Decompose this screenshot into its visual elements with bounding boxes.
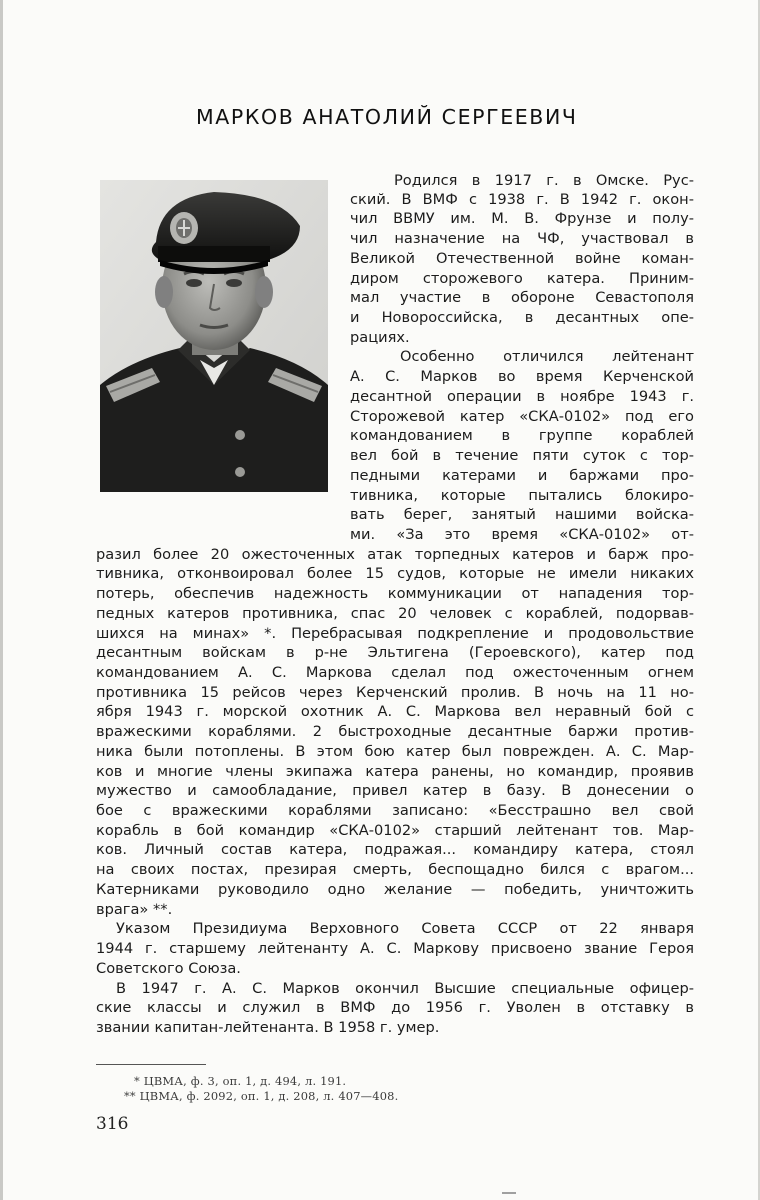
body-line: командованием в группе кораблей xyxy=(350,427,694,444)
body-line: рациях. xyxy=(350,329,410,346)
body-line: Великой Отечественной войне коман- xyxy=(350,250,694,267)
body-line: чил назначение на ЧФ, участвовал в xyxy=(350,230,694,247)
scan-speck xyxy=(502,1192,516,1194)
body-line: педными катерами и баржами про- xyxy=(350,467,694,484)
body-line: Указом Президиума Верховного Совета СССР от 22 января xyxy=(116,920,694,937)
body-line: мал участие в обороне Севастополя xyxy=(350,289,694,306)
body-line: В 1947 г. А. С. Марков окончил Высшие специальные офицер- xyxy=(116,980,694,997)
body-line: ми. «За это время «СКА-0102» от- xyxy=(350,526,694,543)
body-line: педных катеров противника, спас 20 человек с кораблей, подорвав- xyxy=(96,605,694,622)
body-line: и Новороссийска, в десантных опе- xyxy=(350,309,694,326)
body-line: звании капитан-лейтенанта. В 1958 г. умер. xyxy=(96,1019,440,1036)
body-line: ков. Личный состав катера, подражая... командиру катера, стоял xyxy=(96,841,694,858)
body-line: ков и многие члены экипажа катера ранены, но командир, проявив xyxy=(96,763,694,780)
portrait-photo xyxy=(100,180,328,492)
body-line: корабль в бой командир «СКА-0102» старший лейтенант тов. Мар- xyxy=(96,822,694,839)
body-line: ября 1943 г. морской охотник А. С. Маркова вел неравный бой с xyxy=(96,703,694,720)
body-line: 1944 г. старшему лейтенанту А. С. Маркову присвоено звание Героя xyxy=(96,940,694,957)
body-line: диром сторожевого катера. Приним- xyxy=(350,270,694,287)
body-line: чил ВВМУ им. М. В. Фрунзе и полу- xyxy=(350,210,694,227)
body-line: бое с вражескими кораблями записано: «Бесстрашно вел свой xyxy=(96,802,694,819)
body-line: А. С. Марков во время Керченской xyxy=(350,368,694,385)
body-line: тивника, отконвоировал более 15 судов, которые не имели никаких xyxy=(96,565,694,582)
body-line: Катерниками руководило одно желание — победить, уничтожить xyxy=(96,881,694,898)
body-line: командованием А. С. Маркова сделал под ожесточенным огнем xyxy=(96,664,694,681)
body-line: вражескими кораблями. 2 быстроходные десантные баржи против- xyxy=(96,723,694,740)
body-line: ские классы и служил в ВМФ до 1956 г. Уволен в отставку в xyxy=(96,999,694,1016)
footnote-rule xyxy=(96,1064,206,1065)
body-line: ский. В ВМФ с 1938 г. В 1942 г. окон- xyxy=(350,191,694,208)
body-line: потерь, обеспечив надежность коммуникации от нападения тор- xyxy=(96,585,694,602)
body-line: десантным войскам в р-не Эльтигена (Героевского), катер под xyxy=(96,644,694,661)
footnote-2: ** ЦВМА, ф. 2092, оп. 1, д. 208, л. 407—408. xyxy=(124,1089,399,1103)
page-title: МАРКОВ АНАТОЛИЙ СЕРГЕЕВИЧ xyxy=(196,104,578,129)
body-line: ника были потоплены. В этом бою катер был поврежден. А. С. Мар- xyxy=(96,743,694,760)
body-line: на своих постах, презирая смерть, беспощадно бился с врагом... xyxy=(96,861,694,878)
body-line: разил более 20 ожесточенных атак торпедных катеров и барж про- xyxy=(96,546,694,563)
body-line: Родился в 1917 г. в Омске. Рус- xyxy=(394,172,694,189)
body-line: тивника, которые пытались блокиро- xyxy=(350,487,694,504)
body-line: Сторожевой катер «СКА-0102» под его xyxy=(350,408,694,425)
footnote-1: * ЦВМА, ф. 3, оп. 1, д. 494, л. 191. xyxy=(134,1074,347,1088)
body-line: врага» **. xyxy=(96,901,173,918)
body-line: десантной операции в ноябре 1943 г. xyxy=(350,388,694,405)
body-line: противника 15 рейсов через Керченский пролив. В ночь на 11 но- xyxy=(96,684,694,701)
scan-edge-left xyxy=(0,0,3,1200)
body-line: Советского Союза. xyxy=(96,960,241,977)
body-line: вел бой в течение пяти суток с тор- xyxy=(350,447,694,464)
body-line: мужество и самообладание, привел катер в базу. В донесении о xyxy=(96,782,694,799)
body-line: Особенно отличился лейтенант xyxy=(400,348,694,365)
body-line: вать берег, занятый нашими войска- xyxy=(350,506,694,523)
body-line: шихся на минах» *. Перебрасывая подкрепление и продовольствие xyxy=(96,625,694,642)
page-number: 316 xyxy=(96,1114,129,1134)
